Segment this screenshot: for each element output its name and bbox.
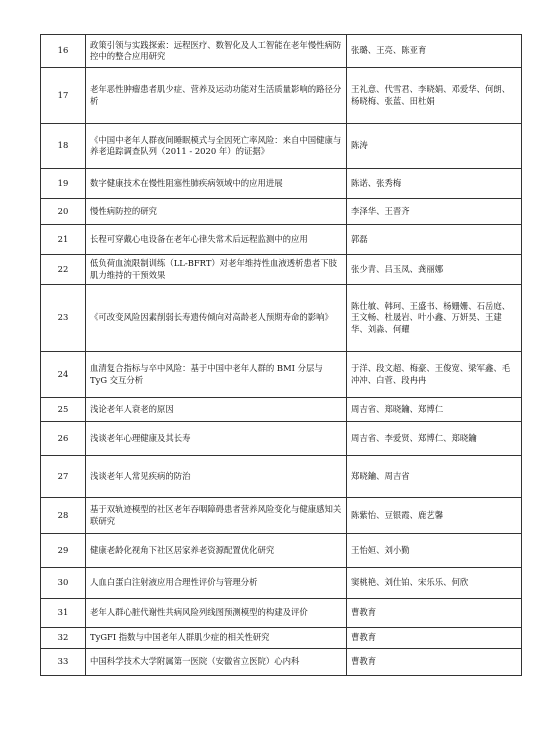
paper-title: 健康老龄化视角下社区居家养老资源配置优化研究 [86,534,347,568]
row-number: 30 [41,568,86,599]
paper-authors: 陈仕敏、韩珂、王盛书、杨姗姗、石岳庭、王文畅、杜晟岩、叶小鑫、万妍昊、王建华、刘淼、何耀 [347,285,522,352]
table-row [41,422,522,456]
row-number: 31 [41,599,86,628]
table-row [41,628,522,649]
paper-title: 中国科学技术大学附属第一医院（安徽省立医院）心内科 [86,649,347,676]
table-row [41,68,522,124]
table-row [41,35,522,68]
paper-authors: 曹教育 [347,628,522,649]
table-row [41,398,522,422]
paper-title: 浅谈老年心理健康及其长寿 [86,422,347,456]
paper-title: 慢性病防控的研究 [86,199,347,225]
paper-authors: 陈涛 [347,124,522,169]
paper-authors: 张璐、王亮、陈亚育 [347,35,522,68]
paper-title: 老年人群心脏代谢性共病风险列线图预测模型的构建及评价 [86,599,347,628]
table-row [41,456,522,498]
table-row [41,649,522,676]
row-number: 20 [41,199,86,225]
row-number: 18 [41,124,86,169]
row-number: 33 [41,649,86,676]
paper-list-table [40,34,522,676]
table-row [41,255,522,285]
paper-title: 血清复合指标与卒中风险：基于中国中老年人群的 BMI 分层与 TyG 交互分析 [86,352,347,398]
paper-title: 浅论老年人衰老的原因 [86,398,347,422]
paper-title: 人血白蛋白注射液应用合理性评价与管理分析 [86,568,347,599]
row-number: 25 [41,398,86,422]
table-row [41,599,522,628]
paper-title: 浅谈老年人常见疾病的防治 [86,456,347,498]
paper-authors: 于洋、段文超、梅豪、王俊宽、梁军鑫、毛冲冲、白菅、段冉冉 [347,352,522,398]
paper-authors: 郭磊 [347,225,522,255]
row-number: 27 [41,456,86,498]
paper-list-body [41,35,522,676]
row-number: 21 [41,225,86,255]
row-number: 24 [41,352,86,398]
paper-authors: 李泽华、王晋齐 [347,199,522,225]
row-number: 16 [41,35,86,68]
paper-authors: 周吉省、李爱贤、郑博仁、郑晓鑰 [347,422,522,456]
table-row [41,534,522,568]
paper-title: 低负荷血流限制训练（LL-BFRT）对老年维持性血液透析患者下肢肌力维持的干预效果 [86,255,347,285]
row-number: 26 [41,422,86,456]
table-row [41,285,522,352]
paper-authors: 窦桃艳、刘仕铂、宋乐乐、何欣 [347,568,522,599]
paper-authors: 曹教育 [347,599,522,628]
table-row [41,225,522,255]
paper-authors: 周吉省、郑晓鑰、郑博仁 [347,398,522,422]
paper-authors: 陈诺、张秀梅 [347,169,522,199]
row-number: 29 [41,534,86,568]
paper-authors: 张少青、吕玉凤、龚丽娜 [347,255,522,285]
paper-title: 长程可穿戴心电设备在老年心律失常术后远程监测中的应用 [86,225,347,255]
row-number: 19 [41,169,86,199]
row-number: 28 [41,498,86,534]
row-number: 23 [41,285,86,352]
row-number: 17 [41,68,86,124]
table-row [41,124,522,169]
paper-title: 老年恶性肿瘤患者肌少症、营养及运动功能对生活质量影响的路径分析 [86,68,347,124]
table-row [41,498,522,534]
paper-title: 《中国中老年人群夜间睡眠模式与全因死亡率风险：来自中国健康与养老追踪调查队列（2011 - 2020 年）的证据》 [86,124,347,169]
table-row [41,199,522,225]
paper-title: 《可改变风险因素削弱长寿遗传倾向对高龄老人预期寿命的影响》 [86,285,347,352]
paper-title: 政策引领与实践探索：远程医疗、数智化及人工智能在老年慢性病防控中的整合应用研究 [86,35,347,68]
table-row [41,169,522,199]
row-number: 32 [41,628,86,649]
table-row [41,568,522,599]
paper-title: TyGFI 指数与中国老年人群肌少症的相关性研究 [86,628,347,649]
table-row [41,352,522,398]
paper-authors: 王礼意、代雪君、李晓娟、邓爱华、何朗、杨晓梅、张蓝、田杜娟 [347,68,522,124]
paper-authors: 王怡姮、刘小勤 [347,534,522,568]
paper-title: 数字健康技术在慢性阻塞性肺疾病领域中的应用进展 [86,169,347,199]
row-number: 22 [41,255,86,285]
paper-authors: 曹教育 [347,649,522,676]
paper-authors: 陈紫怡、豆银霞、鹿艺馨 [347,498,522,534]
paper-authors: 郑晓鑰、周吉省 [347,456,522,498]
paper-title: 基于双轨迹模型的社区老年吞咽障碍患者营养风险变化与健康感知关联研究 [86,498,347,534]
